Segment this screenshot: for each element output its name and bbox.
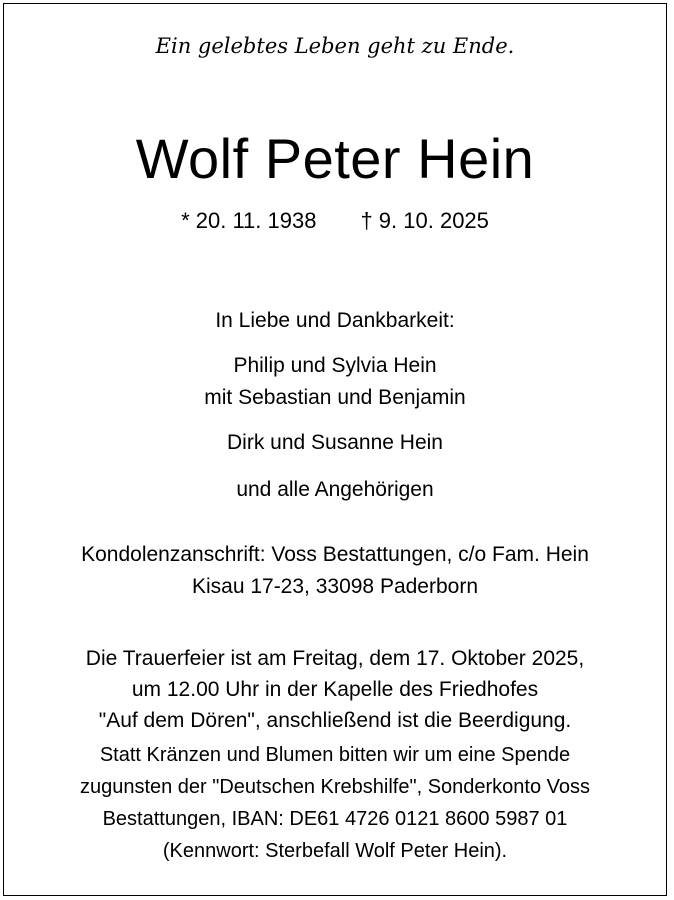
other-relatives: und alle Angehörigen — [236, 478, 434, 501]
obituary-notice — [3, 3, 667, 896]
deceased-name: Wolf Peter Hein — [135, 127, 535, 190]
condolence-line-2: Kisau 17-23, 33098 Paderborn — [191, 575, 479, 598]
birth-date: * 20. 11. 1938 — [181, 208, 317, 233]
death-date: † 9. 10. 2025 — [360, 208, 489, 233]
mourners-intro: In Liebe und Dankbarkeit: — [215, 309, 455, 332]
life-dates — [4, 208, 666, 234]
donation-line-1: Statt Kränzen und Blumen bitten wir um eine Spende — [99, 744, 571, 766]
funeral-line-3: "Auf dem Dören", anschließend ist die Beerdigung. — [98, 709, 572, 732]
family-1-line-2: mit Sebastian und Benjamin — [204, 386, 466, 409]
family-2: Dirk und Susanne Hein — [227, 431, 443, 454]
donation-line-3: Bestattungen, IBAN: DE61 4726 0121 8600 5987 01 — [102, 808, 568, 830]
family-1-line-1: Philip und Sylvia Hein — [233, 354, 437, 377]
donation-line-2: zugunsten der "Deutschen Krebshilfe", Sonderkonto Voss — [79, 776, 591, 798]
condolence-line-1: Kondolenzanschrift: Voss Bestattungen, c/o Fam. Hein — [81, 543, 589, 566]
funeral-line-2: um 12.00 Uhr in der Kapelle des Friedhofes — [131, 678, 539, 701]
funeral-line-1: Die Trauerfeier ist am Freitag, dem 17. Oktober 2025, — [85, 647, 585, 670]
donation-line-4: (Kennwort: Sterbefall Wolf Peter Hein). — [162, 840, 508, 862]
motto: Ein gelebtes Leben geht zu Ende. — [155, 34, 515, 58]
